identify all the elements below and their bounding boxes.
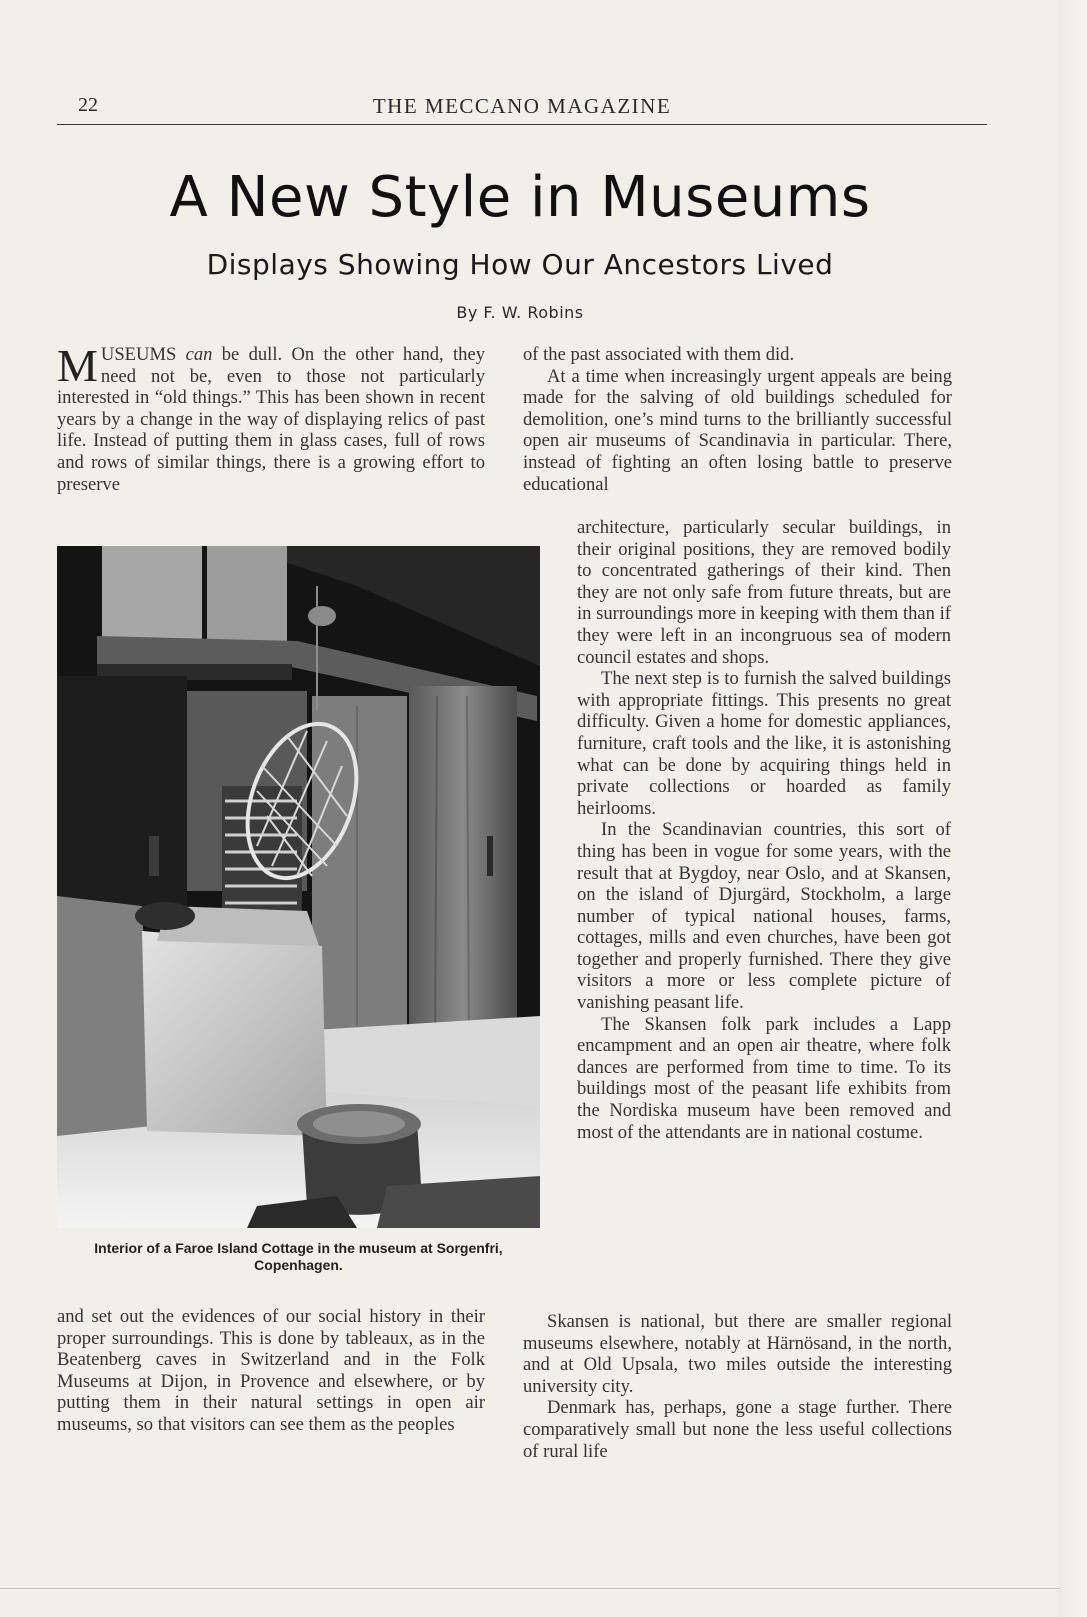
photo-caption: Interior of a Faroe Island Cottage in the museum at Sorgenfri, Copenhagen. [94, 1240, 503, 1273]
intro-rest: be dull. On the other hand, they need not be, even to those not particularly interested in “old things.” This has been shown in recent years by a change in the way of displaying relics of past life. Instead of putting them in glass cases, full of rows and rows of similar things, there is a growing effort to preserve [57, 344, 485, 495]
page-edge [1059, 0, 1087, 1617]
right-column-top [523, 344, 952, 495]
left-continued-paragraph: and set out the evidences of our social history in their proper surroundings. This is done by tableaux, as in the Beatenberg caves in Switzerland and in the Folk Museums at Dijon, in Provence and elsewhere, or by putting them in their natural settings in open air museums, so that visitors can see them as the peoples [57, 1306, 485, 1435]
drop-cap: M [57, 340, 98, 391]
left-column-top [57, 340, 485, 495]
right-paragraph-2: At a time when increasingly urgent appeals are being made for the salving of old buildings scheduled for demolition, one’s mind turns to the brilliantly successful open air museums of Scandinavia in particular. There, instead of fighting an often losing battle to preserve educational [523, 365, 952, 495]
magazine-title: THE MECCANO MAGAZINE [372, 94, 672, 118]
right-paragraph-4: In the Scandinavian countries, this sort of thing has been in vogue for some years, with the result that at Bygdoy, near Oslo, and at Skansen, on the island of Djurgärd, Stockholm, a large number of typical national houses, farms, cottages, mills and even churches, have been got together and properly furnished. There they give visitors a more or less complete picture of vanishing peasant life. [577, 819, 951, 1014]
cottage-interior-illustration [57, 546, 540, 1228]
right-paragraph-7: Denmark has, perhaps, gone a stage further. There comparatively small but none the less useful collections of rural life [523, 1397, 952, 1462]
footer-rule [0, 1588, 1060, 1589]
page-number: 22 [78, 94, 98, 116]
article-title: A New Style in Museums [169, 165, 871, 230]
right-paragraph-5: The Skansen folk park includes a Lapp encampment and an open air theatre, where folk dances are performed from time to time. To its buildings most of the peasant life exhibits from the Nordiska museum have been removed and most of the attendants are in national costume. [577, 1013, 951, 1143]
intro-emphasis: can [185, 344, 213, 365]
left-column-bottom [57, 1306, 485, 1436]
right-paragraph-2-continued: architecture, particularly secular buildings, in their original positions, they are removed bodily to concentrated gatherings of their kind. Then they are not only safe from future threats, but are in surroundings more in keeping with them than if they were left in an incongruous sea of modern council estates and shops. [577, 517, 951, 668]
intro-paragraph [57, 340, 485, 495]
running-header [57, 94, 987, 125]
right-column-bottom [523, 1311, 952, 1462]
right-column-narrow [577, 517, 951, 1143]
right-paragraph-3: The next step is to furnish the salved buildings with appropriate fittings. This presents no great difficulty. Given a home for domestic appliances, furniture, craft tools and the like, it is astonishing what can be done by acquiring things held in private collections or hoarded as family heirlooms. [577, 668, 951, 819]
intro-lead: USEUMS [100, 344, 186, 365]
right-paragraph-6: Skansen is national, but there are smaller regional museums elsewhere, notably at Härnösand, in the north, and at Old Upsala, two miles outside the interesting university city. [523, 1311, 952, 1397]
article-subtitle: Displays Showing How Our Ancestors Lived [206, 248, 834, 281]
right-paragraph-1: of the past associated with them did. [523, 344, 795, 365]
cottage-interior-photo [57, 546, 540, 1228]
byline: By F. W. Robins [456, 303, 584, 322]
